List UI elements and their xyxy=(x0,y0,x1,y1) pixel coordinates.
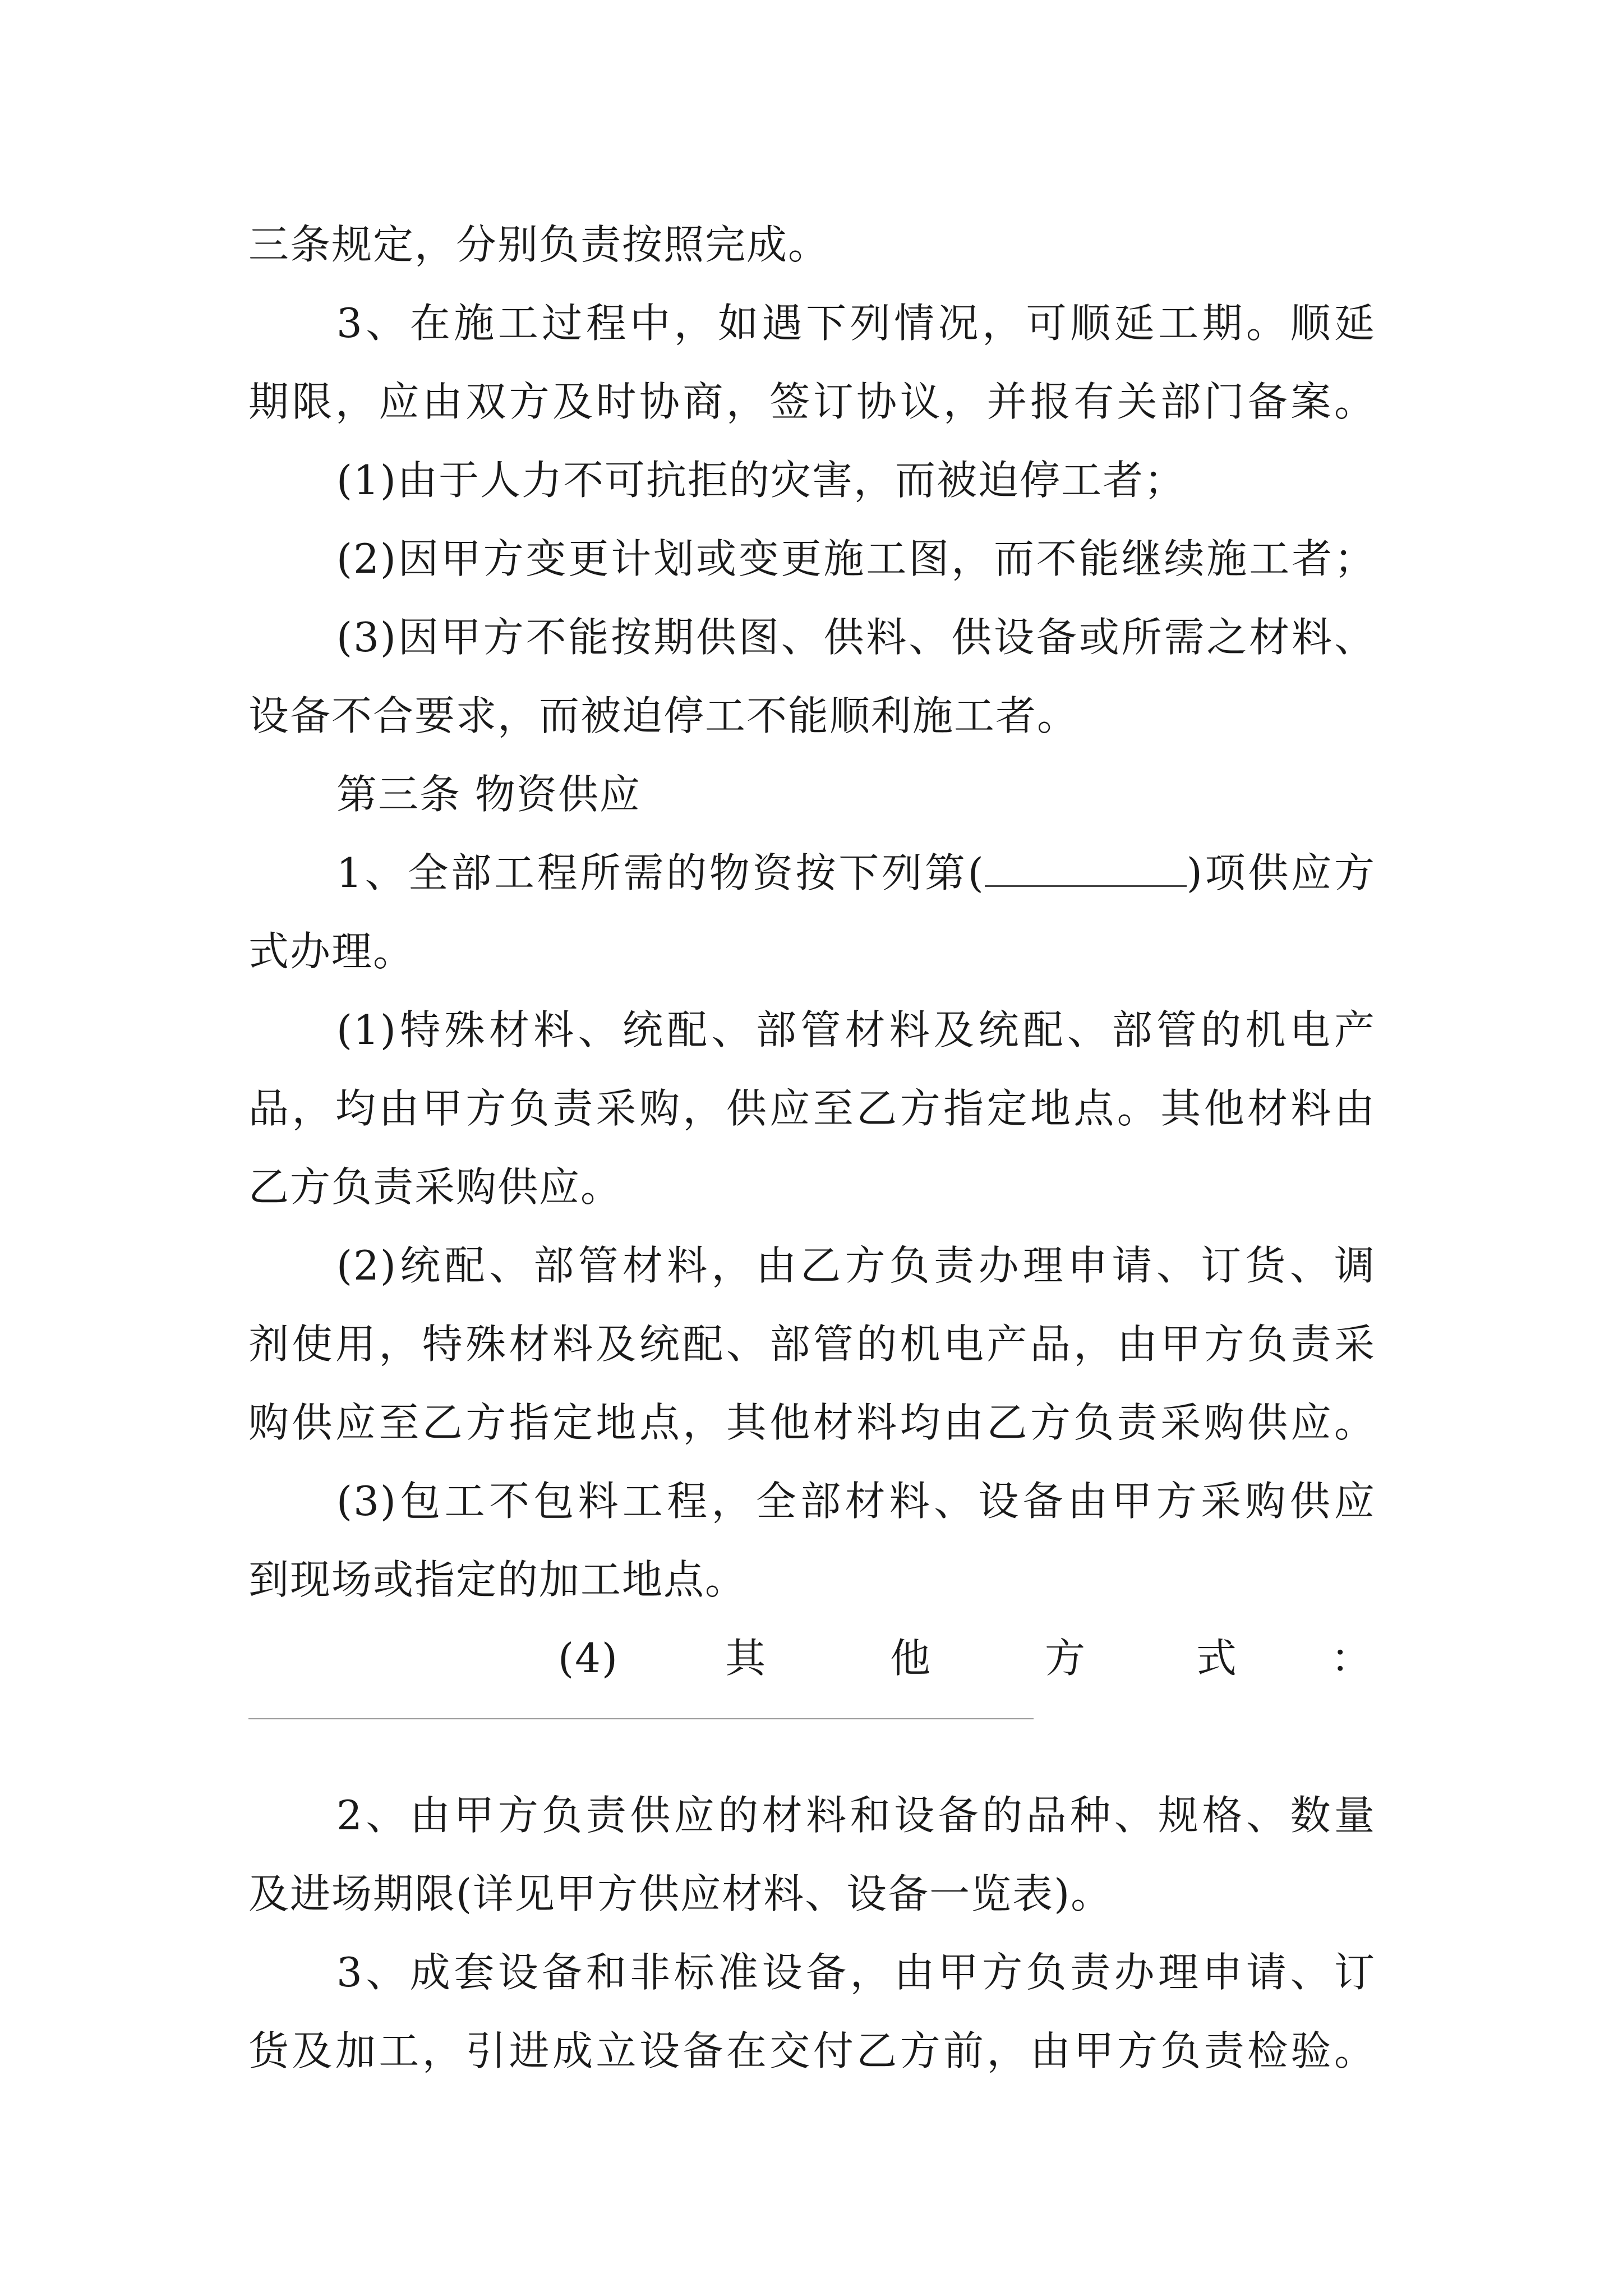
text-line: (2)因甲方变更计划或变更施工图，而不能继续施工者； xyxy=(336,535,1376,582)
text-line: 设备不合要求，而被迫停工不能顺利施工者。 xyxy=(248,692,1079,739)
text-line: 乙方负责采购供应。 xyxy=(248,1163,623,1211)
other-method-char: 式 xyxy=(1196,1635,1238,1682)
text-line: (3)包工不包料工程，全部材料、设备由甲方采购供应 xyxy=(336,1478,1376,1525)
text-line: 3、成套设备和非标准设备，由甲方负责办理申请、订 xyxy=(336,1949,1376,1996)
other-method-number: (4) xyxy=(558,1635,619,1682)
other-method-char: ： xyxy=(1331,1635,1373,1682)
text-line: 货及加工，引进成立设备在交付乙方前，由甲方负责检验。 xyxy=(248,2027,1376,2074)
text-line: 期限，应由双方及时协商，签订协议，并报有关部门备案。 xyxy=(248,378,1376,425)
text-line: 三条规定，分别负责按照完成。 xyxy=(248,221,830,268)
text-line: 剂使用，特殊材料及统配、部管的机电产品，由甲方负责采 xyxy=(248,1320,1376,1368)
supply-clause-line xyxy=(336,834,1376,912)
text-line: (1)由于人力不可抗拒的灾害，而被迫停工者； xyxy=(336,457,1186,504)
text-line: 3、在施工过程中，如遇下列情况，可顺延工期。顺延 xyxy=(336,300,1376,347)
text-line: (1)特殊材料、统配、部管材料及统配、部管的机电产 xyxy=(336,1006,1376,1053)
supply-clause-suffix: )项供应方 xyxy=(1186,849,1376,896)
other-method-char: 方 xyxy=(1045,1635,1087,1682)
text-line: 及进场期限(详见甲方供应材料、设备一览表)。 xyxy=(248,1870,1113,1917)
text-line: (2)统配、部管材料，由乙方负责办理申请、订货、调 xyxy=(336,1242,1376,1289)
text-line: 购供应至乙方指定地点，其他材料均由乙方负责采购供应。 xyxy=(248,1399,1376,1446)
other-method-char: 他 xyxy=(890,1635,932,1682)
text-line: (3)因甲方不能按期供图、供料、供设备或所需之材料、 xyxy=(336,614,1376,661)
text-line: 式办理。 xyxy=(248,928,415,975)
other-method-line xyxy=(248,1619,1376,1697)
fill-in-line xyxy=(248,1718,1034,1719)
fill-in-blank xyxy=(985,849,1187,887)
section-heading: 第三条 物资供应 xyxy=(336,771,641,818)
supply-clause-prefix: 1、全部工程所需的物资按下列第( xyxy=(336,849,985,896)
text-line: 品，均由甲方负责采购，供应至乙方指定地点。其他材料由 xyxy=(248,1085,1376,1132)
other-method-char: 其 xyxy=(725,1635,767,1682)
text-line: 到现场或指定的加工地点。 xyxy=(248,1556,747,1603)
text-line: 2、由甲方负责供应的材料和设备的品种、规格、数量 xyxy=(336,1792,1376,1839)
